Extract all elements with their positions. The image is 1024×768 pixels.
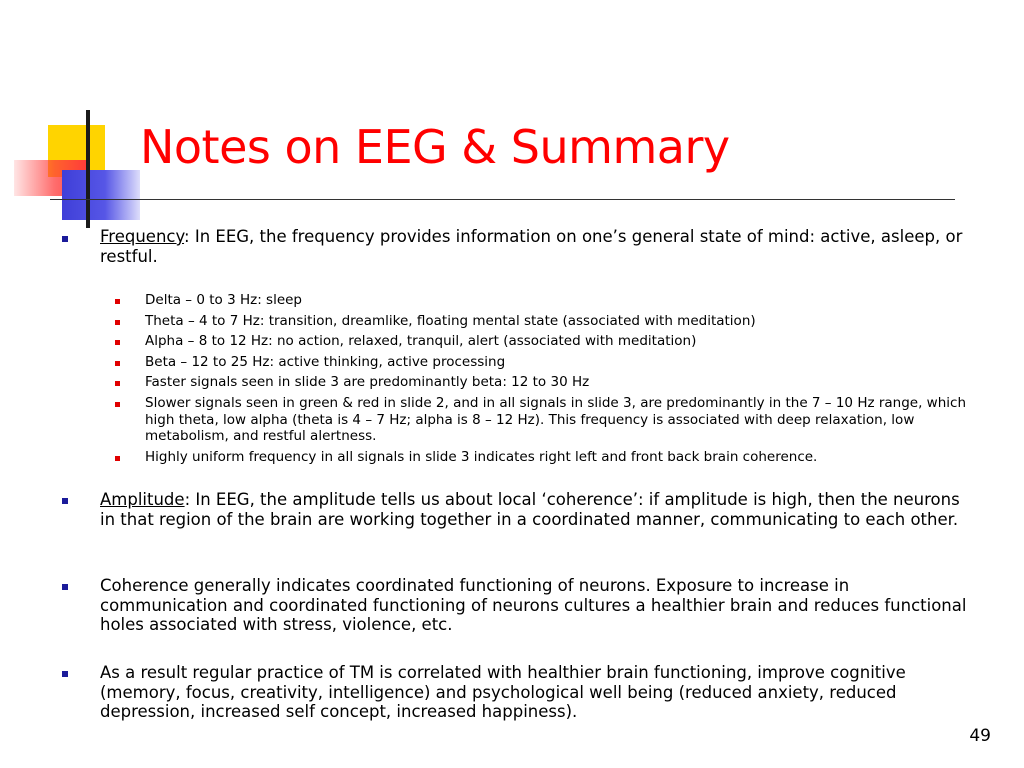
frequency-text: : In EEG, the frequency provides information on one’s general state of mind: active, asleep, or restful. bbox=[100, 227, 963, 266]
bullet-frequency bbox=[100, 227, 970, 266]
page-number: 49 bbox=[969, 726, 991, 746]
sub-bullet-marker bbox=[115, 340, 120, 345]
sub-bullet-marker bbox=[115, 299, 120, 304]
bullet-amplitude bbox=[100, 490, 970, 529]
term-amplitude: Amplitude bbox=[100, 490, 185, 509]
sub-bullet-theta: Theta – 4 to 7 Hz: transition, dreamlike, floating mental state (associated with meditation) bbox=[145, 313, 756, 329]
bullet-marker bbox=[62, 236, 68, 242]
decor-vertical-line bbox=[86, 110, 90, 228]
title-underline bbox=[50, 199, 955, 200]
bullet-tm-practice: As a result regular practice of TM is correlated with healthier brain functioning, improve cognitive (memory, focus, creativity, intelligence) and psychological well being (reduced anxiety, reduced depression, increased self concept, increased happiness). bbox=[100, 663, 906, 721]
amplitude-text: : In EEG, the amplitude tells us about local ‘coherence’: if amplitude is high, then the neurons in that region of the brain are working together in a coordinated manner, communicating to each other. bbox=[100, 490, 960, 529]
sub-bullet-uniform: Highly uniform frequency in all signals in slide 3 indicates right left and front back brain coherence. bbox=[145, 449, 818, 465]
slide-title: Notes on EEG & Summary bbox=[140, 120, 730, 174]
sub-bullet-marker bbox=[115, 381, 120, 386]
bullet-marker bbox=[62, 671, 68, 677]
bullet-marker bbox=[62, 584, 68, 590]
sub-bullet-marker bbox=[115, 320, 120, 325]
sub-bullet-marker bbox=[115, 361, 120, 366]
sub-bullet-slower: Slower signals seen in green & red in slide 2, and in all signals in slide 3, are predominantly in the 7 – 10 Hz range, which high theta, low alpha (theta is 4 – 7 Hz; alpha is 8 – 12 Hz). This frequency is associated with deep relaxation, low metabolism, and restful alertness. bbox=[145, 395, 967, 444]
sub-bullet-alpha: Alpha – 8 to 12 Hz: no action, relaxed, tranquil, alert (associated with meditation) bbox=[145, 333, 697, 349]
sub-bullet-marker bbox=[115, 402, 120, 407]
decor-blue-square bbox=[62, 170, 140, 220]
bullet-coherence: Coherence generally indicates coordinated functioning of neurons. Exposure to increase in communication and coordinated functioning of neurons cultures a healthier brain and reduces functional holes associated with stress, violence, etc. bbox=[100, 576, 967, 634]
sub-bullet-faster: Faster signals seen in slide 3 are predominantly beta: 12 to 30 Hz bbox=[145, 374, 590, 390]
bullet-marker bbox=[62, 498, 68, 504]
sub-bullet-delta: Delta – 0 to 3 Hz: sleep bbox=[145, 292, 302, 308]
sub-bullet-beta: Beta – 12 to 25 Hz: active thinking, active processing bbox=[145, 354, 506, 370]
term-frequency: Frequency bbox=[100, 227, 185, 246]
sub-bullet-marker bbox=[115, 456, 120, 461]
